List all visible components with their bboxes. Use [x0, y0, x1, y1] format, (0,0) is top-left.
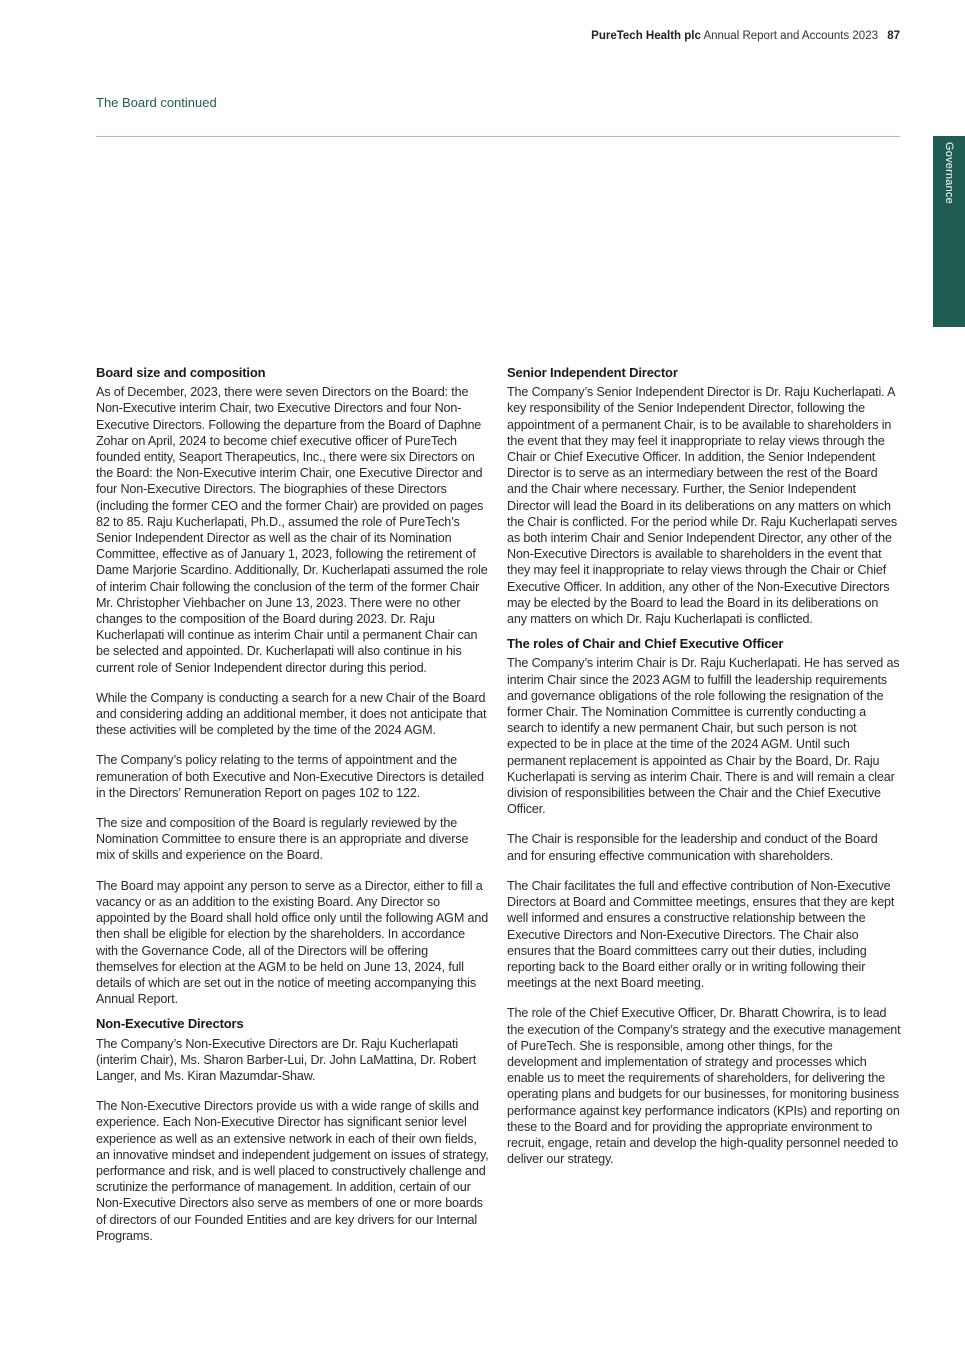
non-executive-paragraph-1: The Company’s Non-Executive Directors are Dr. Raju Kucherlapati (interim Chair), Ms. Sharon Barber-Lui, Dr. John LaMattina, Dr. Robert Langer, and Ms. Kiran Mazumdar-Shaw. [96, 1036, 477, 1083]
roles-paragraph-2: The Chair is responsible for the leadership and conduct of the Board and for ensuring effective communication with shareholders. [507, 832, 878, 863]
board-size-paragraph-1: As of December, 2023, there were seven Directors on the Board: the Non-Executive interim Chair, two Executive Directors and four Non-Executive Directors. Following the departure from the Board of Daphne Zohar on April, 2024 to become chief executive officer of PureTech founded entity, Seaport Therapeutics, Inc., there were six Directors on the Board: the Non-Executive interim Chair, one Executive Director and four Non-Executive Directors. The biographies of these Directors (including the former CEO and the former Chair) are provided on pages 82 to 85. Raju Kucherlapati, Ph.D., assumed the role of PureTech’s Senior Independent Director as well as the chair of its Nomination Committee, effective as of January 1, 2023, following the retirement of Dame Marjorie Scardino. Additionally, Dr. Kucherlapati assumed the role of interim Chair following the conclusion of the term of the former Chair Mr. Christopher Viehbacher on June 13, 2023. There were no other changes to the composition of the Board during 2023. Dr. Raju Kucherlapati will continue as interim Chair until a permanent Chair can be selected and appointed. Dr. Kucherlapati will also continue in his current role of Senior Independent director during this period. [96, 385, 488, 675]
governance-side-tab [933, 136, 965, 327]
board-size-paragraph-3: The Company’s policy relating to the terms of appointment and the remuneration of both Executive and Non-Executive Directors is detailed in the Directors’ Remuneration Report on pages 102 to 122. [96, 753, 484, 800]
board-size-heading: Board size and composition [96, 365, 266, 380]
report-title: Annual Report and Accounts 2023 [703, 30, 878, 42]
header-divider [96, 136, 900, 137]
company-name: PureTech Health plc [591, 30, 701, 42]
right-column [507, 365, 901, 1181]
running-header [591, 30, 900, 42]
page-number: 87 [887, 30, 900, 42]
non-executive-heading: Non-Executive Directors [96, 1016, 244, 1032]
board-size-paragraph-2: While the Company is conducting a search for a new Chair of the Board and considering adding an additional member, it does not anticipate that these activities will be completed by the time of the 2024 AGM. [96, 690, 487, 738]
senior-independent-paragraph-1: The Company’s Senior Independent Director is Dr. Raju Kucherlapati. A key responsibility of the Senior Independent Director, following the appointment of a permanent Chair, is to be available to shareholders in the event that they may feel it inappropriate to relay views through the Chair or Chief Executive Officer. In addition, the Senior Independent Director is to serve as an intermediary between the rest of the Board and the Chair where necessary. Further, the Senior Independent Director will lead the Board in its deliberations on any matters on which the Chair is conflicted. For the period while Dr. Raju Kucherlapati serves as both interim Chair and Senior Independent Director, any other of the Non-Executive Directors is available to shareholders in the event that they may feel it inappropriate to relay views through the Chair or Chief Executive Officer. In addition, any other of the Non-Executive Directors may be elected by the Board to lead the Board in its deliberations on any matters on which Dr. Raju Kucherlapati is conflicted. [507, 385, 897, 627]
side-tab-label: Governance [943, 142, 955, 204]
section-label: The Board continued [96, 95, 217, 110]
board-size-paragraph-5: The Board may appoint any person to serve as a Director, either to fill a vacancy or as an addition to the existing Board. Any Director so appointed by the Board shall hold office only until the following AGM and then shall be eligible for election by the shareholders. In accordance with the Governance Code, all of the Directors will be offering themselves for election at the AGM to be held on June 13, 2024, full details of which are set out in the notice of meeting accompanying this Annual Report. [96, 878, 489, 1007]
roles-paragraph-4: The role of the Chief Executive Officer, Dr. Bharatt Chowrira, is to lead the execution of the Company’s strategy and the executive management of PureTech. She is responsible, among other things, for the development and implementation of strategy and processes which enable us to meet the requirements of shareholders, for delivering the operating plans and budgets for our businesses, for monitoring business performance against key performance indicators (KPIs) and reporting on these to the Board and for providing the appropriate environment to recruit, engage, retain and develop the high-quality personnel needed to deliver our strategy. [507, 1006, 901, 1167]
non-executive-paragraph-2: The Non-Executive Directors provide us with a wide range of skills and experience. Each Non-Executive Director has significant senior level experience as well as an extensive network in each of their own fields, an innovative mindset and independent judgement on issues of strategy, performance and risk, and is well placed to constructively challenge and scrutinize the performance of management. In addition, certain of our Non-Executive Directors also serve as members of one or more boards of directors of our Founded Entities and are key drivers for our Internal Programs. [96, 1099, 489, 1243]
board-size-paragraph-4: The size and composition of the Board is regularly reviewed by the Nomination Committee to ensure there is an appropriate and diverse mix of skills and experience on the Board. [96, 816, 469, 863]
left-column [96, 365, 490, 1258]
roles-paragraph-1: The Company’s interim Chair is Dr. Raju Kucherlapati. He has served as interim Chair since the 2023 AGM to fulfill the leadership requirements and governance obligations of the role following the resignation of the former Chair. The Nomination Committee is currently conducting a search to identify a new permanent Chair, but such person is not expected to be in place at the time of the 2024 AGM. Until such permanent replacement is appointed as Chair by the Board, Dr. Raju Kucherlapati is serving as interim Chair. There is and will remain a clear division of responsibilities between the Chair and the Chief Executive Officer. [507, 656, 900, 817]
senior-independent-heading: Senior Independent Director [507, 365, 678, 380]
roles-heading: The roles of Chair and Chief Executive Officer [507, 636, 784, 652]
roles-paragraph-3: The Chair facilitates the full and effective contribution of Non-Executive Directors at Board and Committee meetings, ensures that they are kept well informed and ensures a constructive relationship between the Executive Directors and Non-Executive Directors. The Chair also ensures that the Board committees carry out their duties, including reporting back to the Board either orally or in writing following their meetings at the next Board meeting. [507, 878, 895, 991]
